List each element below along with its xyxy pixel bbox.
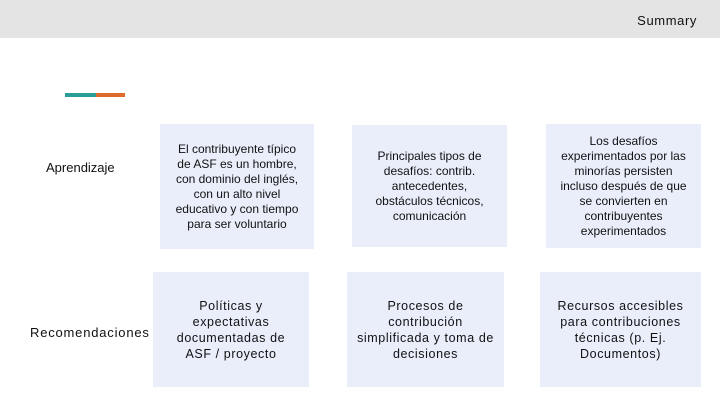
accent-bar-orange <box>96 93 125 97</box>
learning-card-contributor: El contribuyente típico de ASF es un hombre, con dominio del inglés, con un alto nivel educativo y con tiempo para ser voluntario <box>160 124 314 249</box>
recommendation-card-policies: Políticas y expectativas documentadas de ASF / proyecto <box>153 272 309 387</box>
recommendation-card-processes: Procesos de contribución simplificada y toma de decisiones <box>347 272 504 387</box>
learning-card-minorities: Los desafíos experimentados por las minorías persisten incluso después de que se convierten en contribuyentes experimentados <box>546 124 701 248</box>
row-label-aprendizaje: Aprendizaje <box>46 160 115 175</box>
header-bar <box>0 0 720 38</box>
recommendation-card-resources: Recursos accesibles para contribuciones técnicas (p. Ej. Documentos) <box>540 272 701 387</box>
row-label-recomendaciones: Recomendaciones <box>30 325 150 340</box>
accent-bar-teal <box>65 93 96 97</box>
page-title: Summary <box>637 13 697 28</box>
learning-card-challenges: Principales tipos de desafíos: contrib. antecedentes, obstáculos técnicos, comunicación <box>352 125 507 247</box>
